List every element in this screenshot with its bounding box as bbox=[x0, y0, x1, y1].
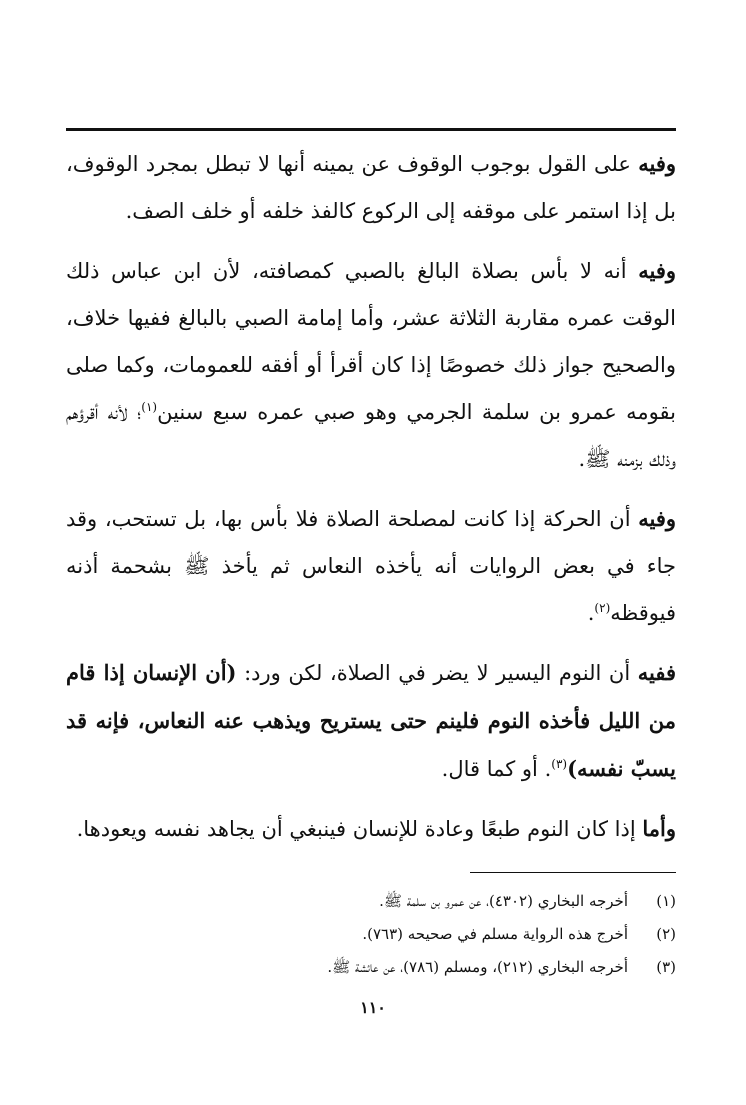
hadith-quote: (أن الإنسان إذا قام من الليل فأخذه النوم فلينم حتى يستريح ويذهب عنه النعاس، فإنه قد يسبّ نفسه) bbox=[66, 660, 676, 781]
footnotes bbox=[66, 885, 676, 984]
paragraph-5 bbox=[66, 805, 676, 853]
paragraph-tail: . أو كما قال. bbox=[441, 757, 552, 781]
footnote-ref-1[interactable]: (١) bbox=[141, 400, 158, 414]
paragraph-1 bbox=[66, 140, 676, 235]
page-body bbox=[66, 140, 676, 865]
paragraph-tail: ؛ لأنه أقرؤهم وذلك بزمنه ﷺ. bbox=[66, 400, 676, 471]
footnote-number: (١) bbox=[656, 892, 676, 910]
paragraph-text: أن الحركة إذا كانت لمصلحة الصلاة فلا بأس بها، بل تستحب، وقد جاء في بعض الروايات أنه يأخذه النعاس ثم يأخذ ﷺ بشحمة أذنه فيوقظه bbox=[66, 507, 676, 625]
paragraph-text: على القول بوجوب الوقوف عن يمينه أنها لا تبطل بمجرد الوقوف، بل إذا استمر على موقفه إلى الركوع كالفذ خلفه أو خلف الصف. bbox=[66, 152, 676, 223]
footnote-ref-2[interactable]: (٢) bbox=[594, 601, 611, 615]
footnote-1 bbox=[66, 885, 676, 918]
paragraph-lead: وفيه bbox=[638, 151, 676, 176]
paragraph-text: أن النوم اليسير لا يضر في الصلاة، لكن ورد: bbox=[236, 661, 638, 685]
paragraph-3 bbox=[66, 495, 676, 637]
footnote-ref-3[interactable]: (٣) bbox=[551, 757, 568, 771]
footnote-number: (٢) bbox=[656, 925, 676, 943]
footnote-2 bbox=[66, 918, 676, 951]
footnote-3 bbox=[66, 951, 676, 984]
footnote-text: أخرج هذه الرواية مسلم في صحيحه (٧٦٣). bbox=[362, 925, 628, 943]
footnote-number: (٣) bbox=[656, 958, 676, 976]
paragraph-lead: وأما bbox=[642, 816, 676, 841]
footnote-separator bbox=[470, 872, 676, 873]
page-number: ١١٠ bbox=[360, 998, 386, 1017]
paragraph-lead: ففيه bbox=[637, 660, 677, 685]
paragraph-tail: . bbox=[587, 601, 595, 625]
paragraph-lead: وفيه bbox=[638, 506, 676, 531]
paragraph-text: إذا كان النوم طبعًا وعادة للإنسان فينبغي أن يجاهد نفسه ويعودها. bbox=[76, 817, 643, 841]
paragraph-2 bbox=[66, 247, 676, 483]
header-rule bbox=[66, 128, 676, 131]
paragraph-4 bbox=[66, 649, 676, 793]
footnote-text: أخرجه البخاري (٢١٢)، ومسلم (٧٨٦)، عن عائشة ﷺ. bbox=[327, 958, 628, 976]
footnote-text: أخرجه البخاري (٤٣٠٢)، عن عمرو بن سلمة ﷺ. bbox=[379, 892, 628, 910]
paragraph-text: أنه لا بأس بصلاة البالغ بالصبي كمصافته، لأن ابن عباس ذلك الوقت عمره مقاربة الثلاثة عشر، وأما إمامة الصبي بالبالغ ففيها خلاف، والصحيح جواز ذلك خصوصًا إذا كان أقرأ أو أفقه للعمومات، وكما صلى بقومه عمرو بن سلمة الجرمي وهو صبي عمره سبع سنين bbox=[66, 259, 676, 424]
paragraph-lead: وفيه bbox=[638, 258, 676, 283]
